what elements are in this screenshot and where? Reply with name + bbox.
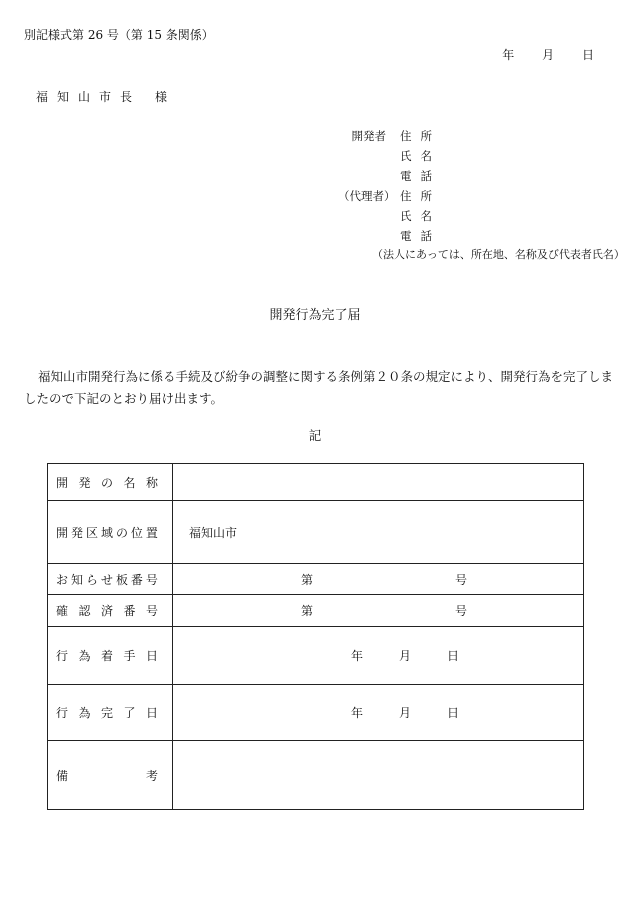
row-label-remarks: [48, 741, 173, 810]
row-label-development-name: [48, 464, 173, 501]
label-char: 開: [56, 525, 69, 540]
addressee: [36, 88, 176, 105]
date-month-label: 月: [542, 48, 555, 62]
dai-label: 第: [301, 572, 314, 587]
label-char: 完: [100, 706, 113, 720]
row-label-development-location: [48, 501, 173, 564]
table-row: [48, 464, 584, 501]
label-char: 置: [145, 525, 158, 540]
table-row: [48, 564, 584, 595]
label-char: 考: [145, 769, 158, 783]
table-row: [48, 741, 584, 810]
development-location-field[interactable]: 福知山市: [173, 501, 584, 564]
label-char: 号: [145, 604, 158, 618]
label-char: 備: [56, 769, 69, 783]
submission-date: [478, 46, 594, 63]
label-char: 日: [145, 649, 158, 663]
spaced-label: [56, 767, 158, 784]
form-number: 別記様式第 26 号（第 15 条関係）: [24, 28, 214, 42]
label-char: 行: [56, 649, 69, 663]
confirmation-number-field[interactable]: [173, 595, 584, 627]
developer-name-label: 氏名: [400, 149, 441, 163]
agent-role-label: （代理者）: [338, 189, 396, 203]
label-char: 区: [85, 525, 98, 540]
label-char: 開: [56, 475, 69, 490]
body-paragraph: 福知山市開発行為に係る手続及び紛争の調整に関する条例第２０条の規定により、開発行為を完了しましたので下記のとおり届け出ます。: [24, 369, 614, 406]
addressee-honorific: 様: [155, 90, 177, 104]
notice-board-number-field[interactable]: [173, 564, 584, 595]
label-char: 位: [130, 525, 143, 540]
ki-heading: 記: [308, 428, 322, 443]
month-label: 月: [399, 649, 412, 663]
spaced-label: [56, 524, 158, 541]
label-char: 名: [123, 475, 136, 490]
developer-role-label: 開発者: [351, 129, 386, 143]
label-char: ら: [85, 572, 98, 587]
month-label: 月: [399, 706, 412, 720]
label-char: 称: [145, 475, 158, 490]
completion-form-table: [47, 463, 584, 810]
agent-address-label: 住所: [400, 189, 441, 203]
spaced-label: [56, 704, 158, 721]
corporation-note: （法人にあっては、所在地、名称及び代表者氏名）: [372, 248, 625, 261]
spaced-label: [56, 571, 158, 588]
date-day-label: 日: [581, 48, 594, 62]
date-year-label: 年: [502, 48, 515, 62]
agent-phone-label: 電話: [400, 229, 441, 243]
spaced-label: [56, 474, 158, 491]
dai-label: 第: [301, 604, 314, 618]
row-label-start-date: [48, 627, 173, 685]
label-char: 為: [78, 706, 91, 720]
remarks-field[interactable]: [173, 741, 584, 810]
agent-name-label: 氏名: [400, 209, 441, 223]
label-char: せ: [100, 572, 113, 587]
label-char: の: [115, 525, 128, 540]
label-char: 為: [78, 649, 91, 663]
label-char: 認: [78, 604, 91, 618]
label-char: 発: [78, 475, 91, 490]
label-char: 知: [70, 572, 83, 587]
addressee-name: 福知山市長: [36, 90, 142, 104]
label-char: 番: [130, 572, 143, 587]
spaced-label: [56, 647, 158, 664]
row-label-notice-board-number: [48, 564, 173, 595]
label-char: 了: [123, 706, 136, 720]
label-char: の: [100, 475, 113, 490]
day-label: 日: [447, 706, 460, 720]
day-label: 日: [447, 649, 460, 663]
label-char: 着: [100, 649, 113, 663]
label-char: 板: [115, 572, 128, 587]
development-name-field[interactable]: [173, 464, 584, 501]
year-label: 年: [351, 706, 364, 720]
table-row: [48, 501, 584, 564]
go-label: 号: [454, 572, 467, 587]
label-char: お: [56, 572, 69, 587]
document-title: 開発行為完了届: [269, 308, 361, 323]
developer-phone-label: 電話: [400, 169, 441, 183]
label-char: 号: [145, 572, 158, 587]
start-date-field[interactable]: [173, 627, 584, 685]
label-char: 済: [100, 604, 113, 618]
label-char: 域: [100, 525, 113, 540]
label-char: 番: [123, 604, 136, 618]
label-char: 確: [56, 604, 69, 618]
spaced-label: [56, 602, 158, 619]
label-char: 手: [123, 649, 136, 663]
row-label-completion-date: [48, 685, 173, 741]
completion-date-field[interactable]: [173, 685, 584, 741]
label-char: 発: [70, 525, 83, 540]
label-char: 日: [145, 706, 158, 720]
label-char: 行: [56, 706, 69, 720]
go-label: 号: [454, 604, 467, 618]
table-row: [48, 685, 584, 741]
table-row: [48, 627, 584, 685]
developer-address-label: 住所: [400, 129, 441, 143]
table-row: [48, 595, 584, 627]
year-label: 年: [351, 649, 364, 663]
row-label-confirmation-number: [48, 595, 173, 627]
